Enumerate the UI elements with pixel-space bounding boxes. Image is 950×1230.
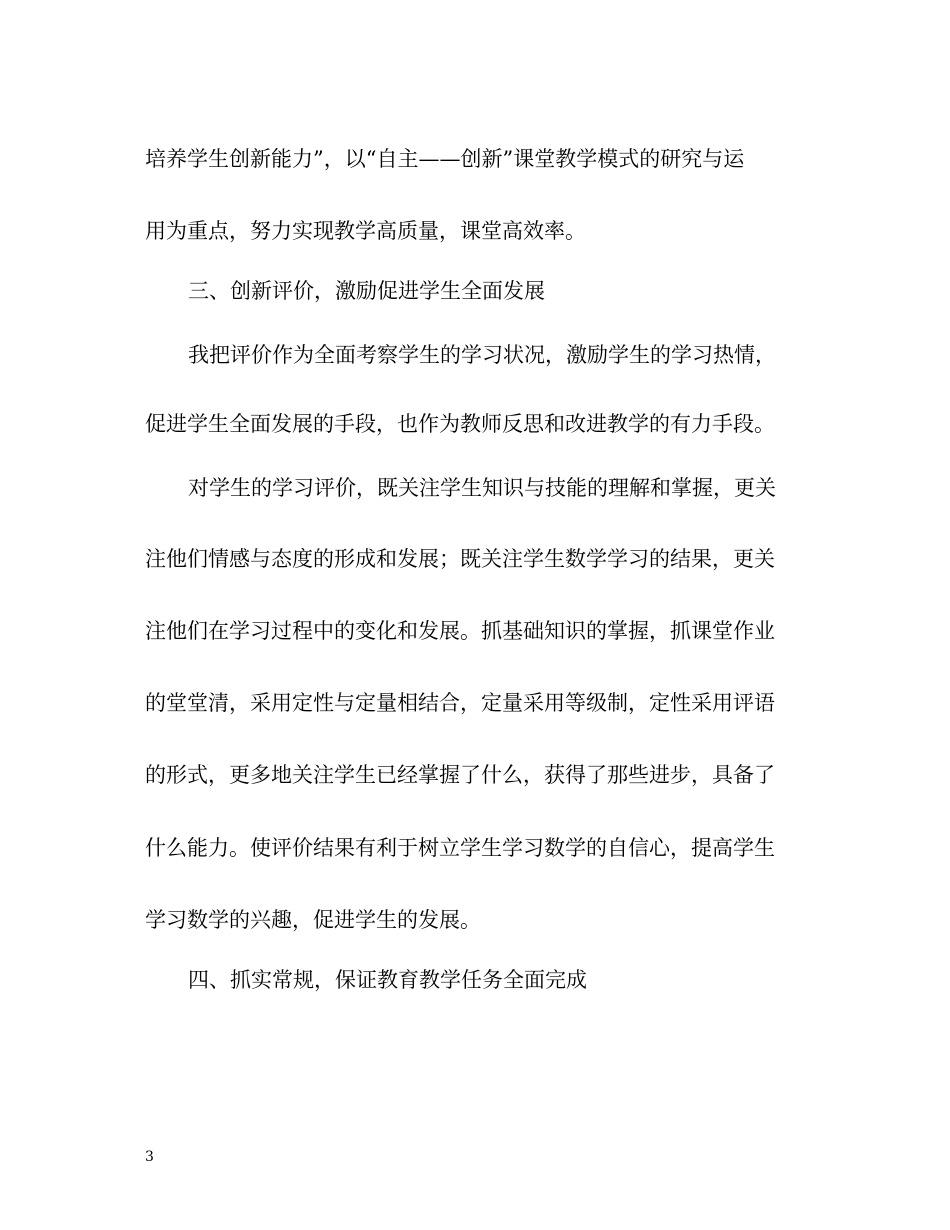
text-line: 的堂堂清，采用定性与定量相结合，定量采用等级制，定性采用评语 [145,691,775,715]
text-line: 促进学生全面发展的手段，也作为教师反思和改进教学的有力手段。 [145,412,775,436]
text-line: 学习数学的兴趣，促进学生的发展。 [145,908,481,932]
text-line: 我把评价作为全面考察学生的学习状况，激励学生的学习热情， [188,343,776,367]
text-line: 用为重点，努力实现教学高质量，课堂高效率。 [145,219,586,243]
text-line: 的形式，更多地关注学生已经掌握了什么，获得了那些进步，具备了 [145,763,775,787]
text-line: 对学生的学习评价，既关注学生知识与技能的理解和掌握，更关 [188,476,776,500]
text-line: 培养学生创新能力”，以“自主——创新”课堂教学模式的研究与运 [145,147,745,171]
section-heading: 三、创新评价，激励促进学生全面发展 [188,279,545,303]
text-line: 什么能力。使评价结果有利于树立学生学习数学的自信心，提高学生 [145,836,775,860]
page-number: 3 [145,1149,154,1165]
text-line: 注他们情感与态度的形成和发展；既关注学生数学学习的结果，更关 [145,547,775,571]
text-line: 注他们在学习过程中的变化和发展。抓基础知识的掌握，抓课堂作业 [145,619,775,643]
section-heading: 四、抓实常规，保证教育教学任务全面完成 [188,968,587,992]
